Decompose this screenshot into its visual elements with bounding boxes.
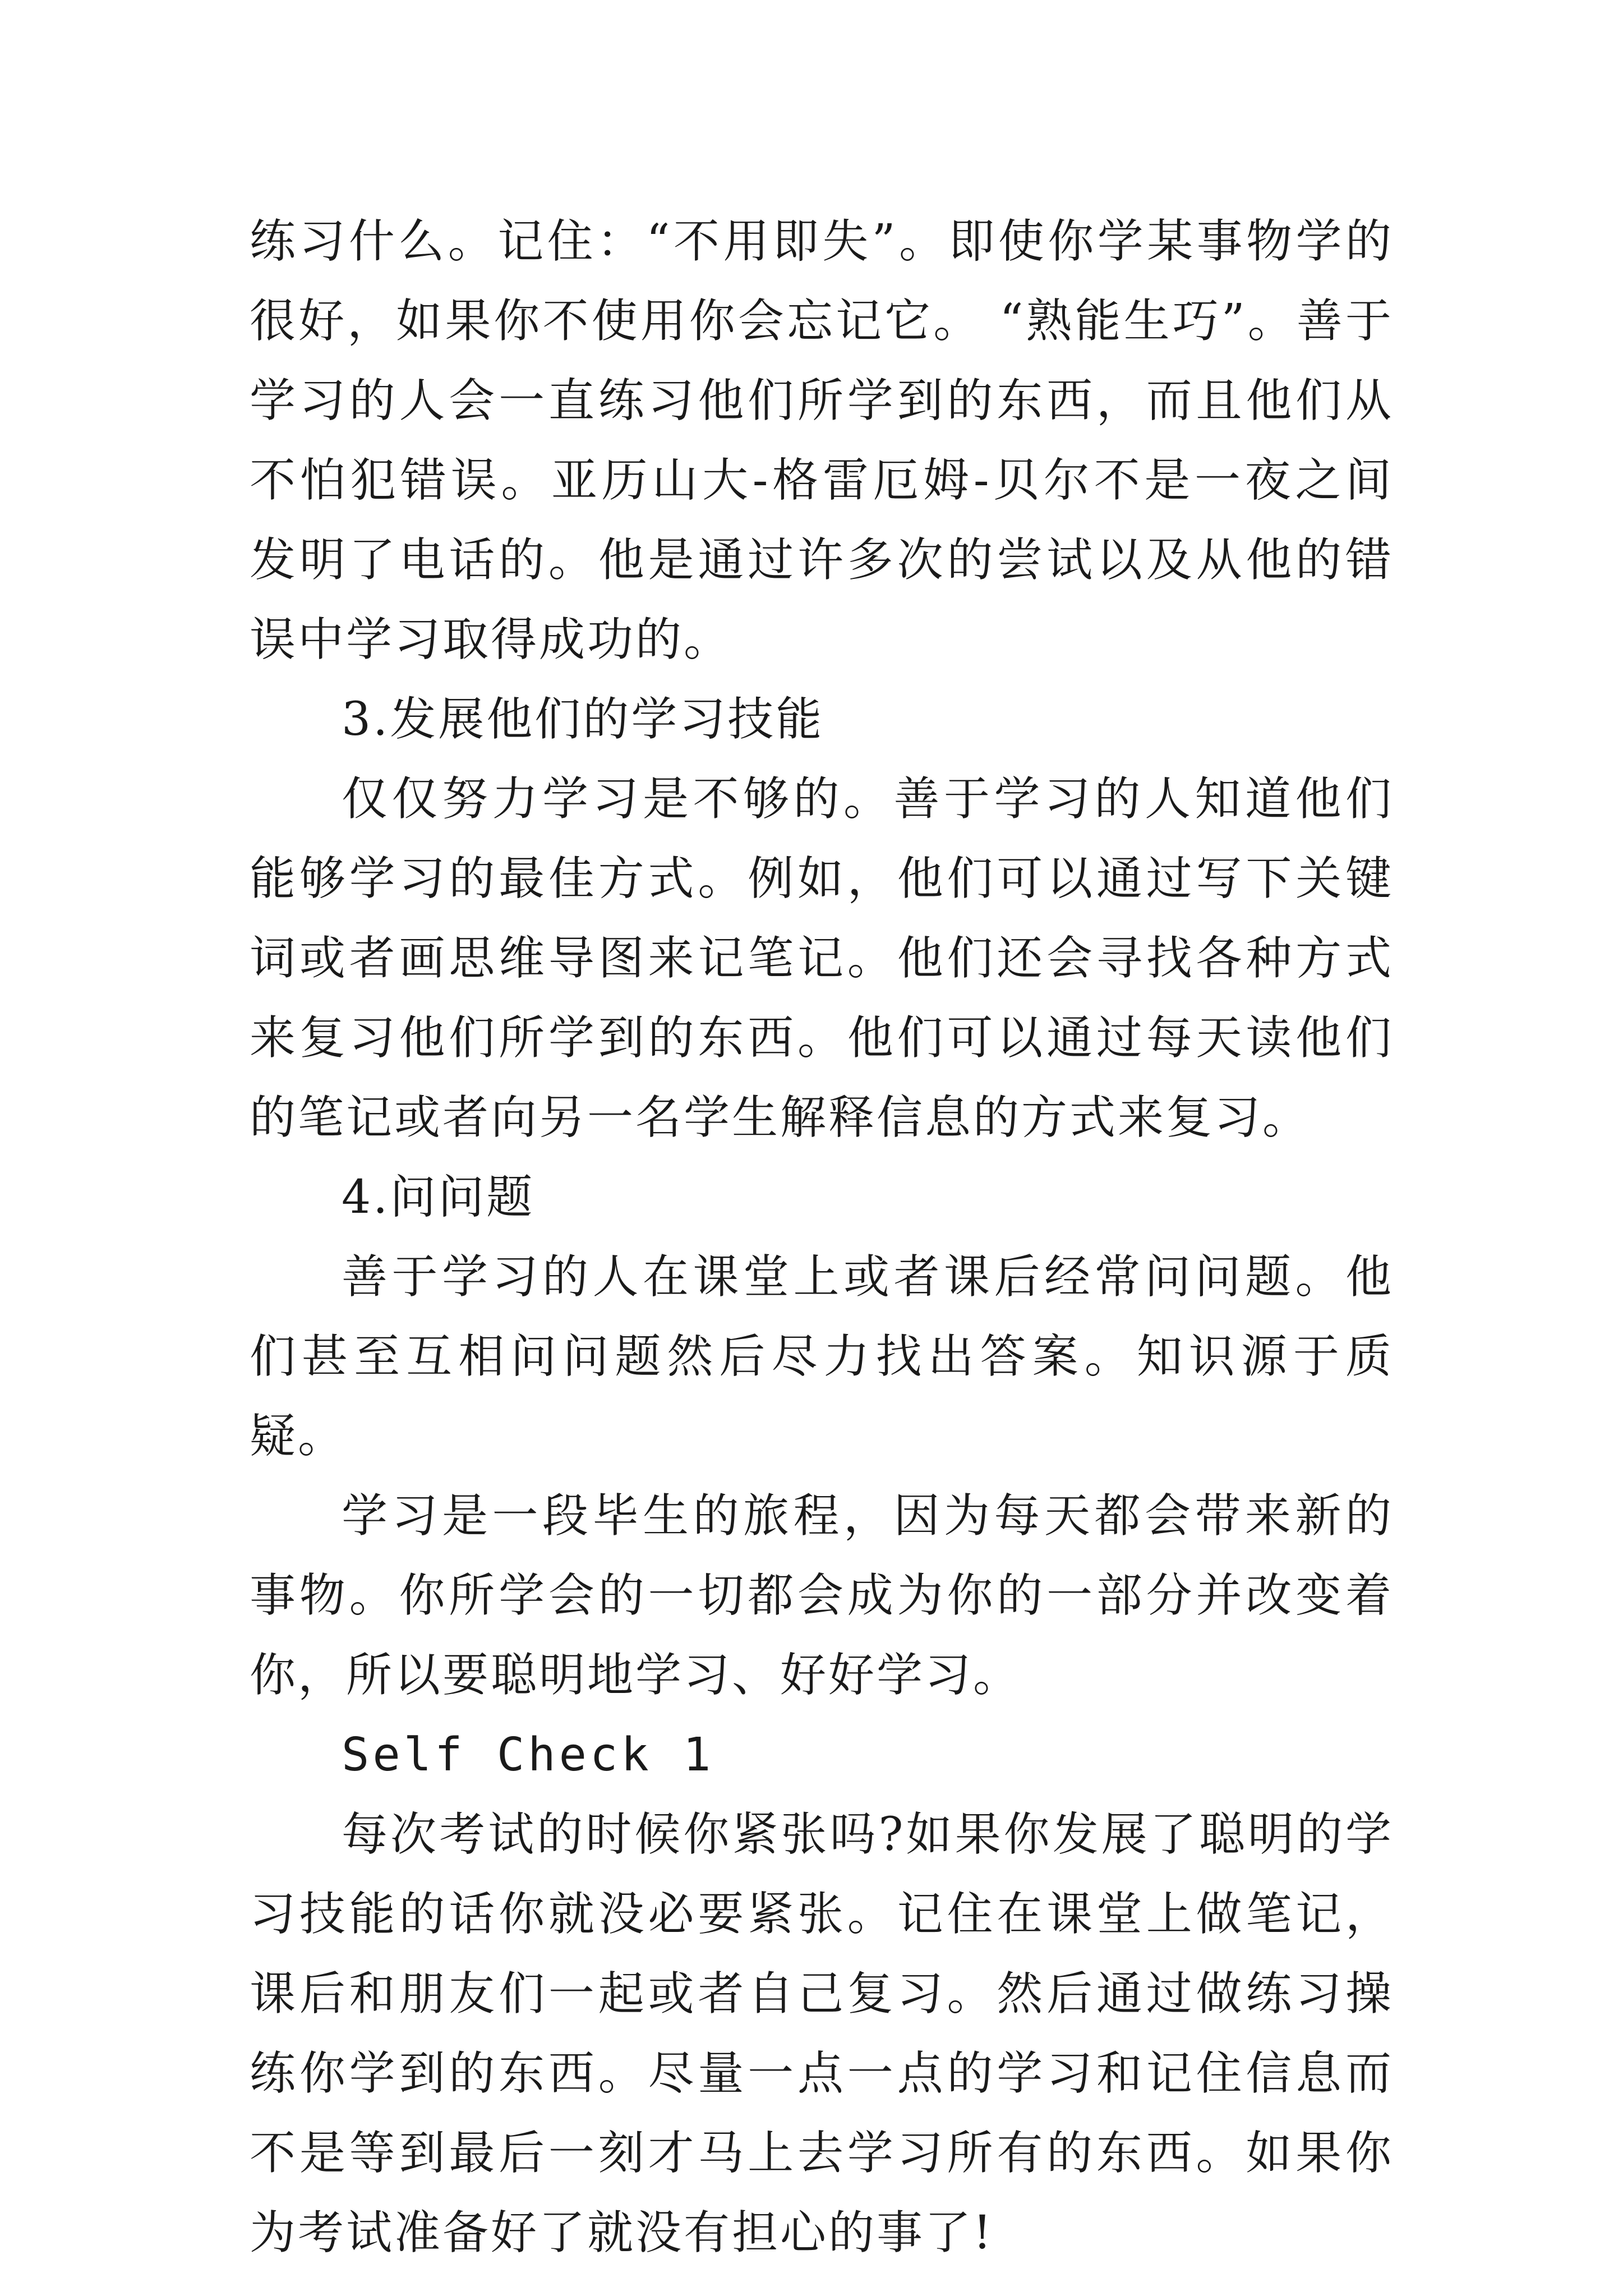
- paragraph-ask-questions: 善于学习的人在课堂上或者课后经常问问题。他们甚至互相问问题然后尽力找出答案。知识源于质疑。: [250, 1250, 1394, 1463]
- paragraph-lifelong-journey: 学习是一段毕生的旅程，因为每天都会带来新的事物。你所学会的一切都会成为你的一部分并改变着你，所以要聪明地学习、好好学习。: [250, 1489, 1394, 1702]
- section-heading-ask-questions: 4.问问题: [342, 1171, 535, 1224]
- section-heading-self-check: Self Check 1: [342, 1728, 714, 1782]
- document-body: [250, 202, 1394, 2273]
- paragraph-learning-skills: 仅仅努力学习是不够的。善于学习的人知道他们能够学习的最佳方式。例如，他们可以通过写下关键词或者画思维导图来记笔记。他们还会寻找各种方式来复习他们所学到的东西。他们可以通过每天读他们的笔记或者向另一名学生解释信息的方式来复习。: [250, 772, 1394, 1144]
- paragraph-practice: 练习什么。记住：“不用即失”。即使你学某事物学的很好，如果你不使用你会忘记它。 “熟能生巧”。善于学习的人会一直练习他们所学到的东西，而且他们从不怕犯错误。亚历山大-格雷厄姆-贝尔不是一夜之间发明了电话的。他是通过许多次的尝试以及从他的错误中学习取得成功的。: [250, 215, 1394, 666]
- section-heading-learning-skills: 3.发展他们的学习技能: [342, 693, 824, 746]
- paragraph-self-check: 每次考试的时候你紧张吗?如果你发展了聪明的学习技能的话你就没必要紧张。记住在课堂上做笔记，课后和朋友们一起或者自己复习。然后通过做练习操练你学到的东西。尽量一点一点的学习和记住信息而不是等到最后一刻才马上去学习所有的东西。如果你为考试准备好了就没有担心的事了!: [250, 1808, 1394, 2260]
